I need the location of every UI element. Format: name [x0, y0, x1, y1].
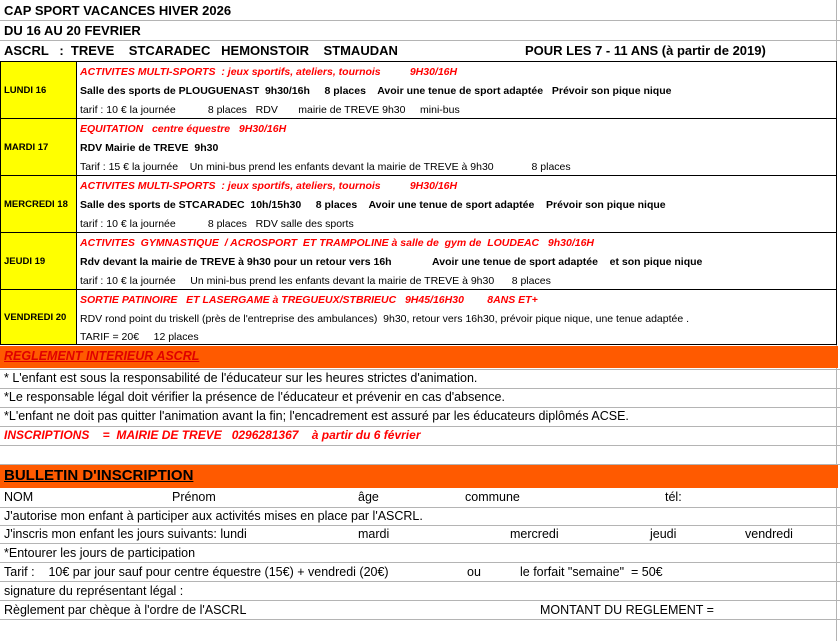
tarif-text: Tarif : 10€ par jour sauf pour centre équestre (15€) + vendredi (20€): [4, 565, 389, 579]
or-text: ou: [467, 565, 481, 579]
date-range: DU 16 AU 20 FEVRIER: [4, 23, 141, 38]
montant-label: MONTANT DU REGLEMENT =: [540, 603, 714, 617]
field-prenom: Prénom: [172, 490, 216, 504]
day-label-vendredi: VENDREDI 20: [1, 290, 77, 344]
page-title: CAP SPORT VACANCES HIVER 2026: [4, 3, 232, 18]
activity-title: SORTIE PATINOIRE ET LASERGAME à TREGUEUX/STBRIEUC 9H45/16H30 8ANS ET+: [80, 294, 538, 306]
cheque-text: Règlement par chèque à l'ordre de l'ASCRL: [4, 603, 247, 617]
activity-details: RDV rond point du triskell (près de l'entreprise des ambulances) 9h30, retour vers 16h30, prévoir pique nique, une tenue adaptée .: [80, 313, 690, 325]
activity-details: Salle des sports de STCARADEC 10h/15h30 8 places Avoir une tenue de sport adaptée Prévoir son pique nique: [80, 199, 666, 211]
activity-info: TARIF = 20€ 12 places: [80, 331, 199, 343]
inscriptions-contact: INSCRIPTIONS = MAIRIE DE TREVE 0296281367 à partir du 6 février: [4, 428, 421, 442]
activity-title: EQUITATION centre équestre 9H30/16H: [80, 123, 287, 135]
rule-line: *Le responsable légal doit vérifier la présence de l'éducateur et prévenir en cas d'absence.: [4, 390, 505, 404]
day-choice-mercredi[interactable]: mercredi: [510, 527, 559, 541]
activity-title: ACTIVITES MULTI-SPORTS : jeux sportifs, ateliers, tournois 9H30/16H: [80, 66, 458, 78]
rule-line: * L'enfant est sous la responsabilité de l'éducateur sur les heures strictes d'animation.: [4, 371, 478, 385]
day-label-mercredi: MERCREDI 18: [1, 176, 77, 232]
activity-details: Rdv devant la mairie de TREVE à 9h30 pour un retour vers 16h Avoir une tenue de sport adaptée et son pique nique: [80, 256, 703, 268]
field-age: âge: [358, 490, 379, 504]
organization-line: ASCRL : TREVE STCARADEC HEMONSTOIR STMAUDAN: [4, 43, 398, 58]
activity-info: tarif : 10 € la journée 8 places RDV salle des sports: [80, 218, 354, 230]
activity-info: tarif : 10 € la journée 8 places RDV mairie de TREVE 9h30 mini-bus: [80, 104, 460, 116]
day-choice-mardi[interactable]: mardi: [358, 527, 390, 541]
day-label-jeudi: JEUDI 19: [1, 233, 77, 289]
day-label-mardi: MARDI 17: [1, 119, 77, 175]
activity-info: tarif : 10 € la journée Un mini-bus prend les enfants devant la mairie de TREVE à 9h30 8 places: [80, 275, 551, 287]
day-label-lundi: LUNDI 16: [1, 62, 77, 118]
field-commune: commune: [465, 490, 520, 504]
activity-details: Salle des sports de PLOUGUENAST 9h30/16h 8 places Avoir une tenue de sport adaptée Prévoir son pique nique: [80, 85, 672, 97]
inscription-days-text: J'inscris mon enfant les jours suivants: lundi: [4, 527, 247, 541]
authorization-text: J'autorise mon enfant à participer aux activités mises en place par l'ASCRL.: [4, 509, 423, 523]
activity-title: ACTIVITES GYMNASTIQUE / ACROSPORT ET TRAMPOLINE à salle de gym de LOUDEAC 9h30/16H: [80, 237, 595, 249]
rule-line: *L'enfant ne doit pas quitter l'animation avant la fin; l'encadrement est assuré par les éducateurs diplômés ACSE.: [4, 409, 629, 423]
day-choice-vendredi[interactable]: vendredi: [745, 527, 793, 541]
circle-days-note: *Entourer les jours de participation: [4, 546, 196, 560]
bulletin-title: BULLETIN D'INSCRIPTION: [4, 467, 194, 484]
day-choice-jeudi[interactable]: jeudi: [650, 527, 677, 541]
field-nom: NOM: [4, 490, 34, 504]
age-range: POUR LES 7 - 11 ANS (à partir de 2019): [525, 43, 766, 58]
signature-label: signature du représentant légal :: [4, 584, 184, 598]
reglement-title: REGLEMENT INTERIEUR ASCRL: [4, 349, 200, 363]
forfait-text: le forfait "semaine" = 50€: [520, 565, 663, 579]
activity-title: ACTIVITES MULTI-SPORTS : jeux sportifs, ateliers, tournois 9H30/16H: [80, 180, 458, 192]
activity-details: RDV Mairie de TREVE 9h30: [80, 142, 219, 154]
activity-info: Tarif : 15 € la journée Un mini-bus prend les enfants devant la mairie de TREVE à 9h30 8 places: [80, 161, 571, 173]
field-tel: tél:: [665, 490, 682, 504]
